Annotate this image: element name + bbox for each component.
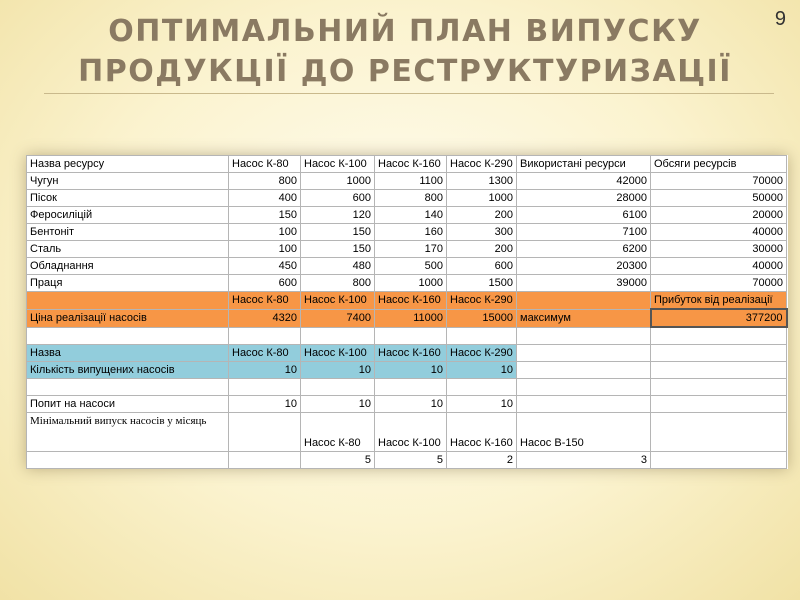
resource-name: Феросиліцій [27,207,229,224]
price-header-row [27,292,787,310]
demand-row [27,396,787,413]
table-cell: 1100 [375,173,447,190]
table-cell: 5 [301,452,375,469]
table-cell: 1000 [447,190,517,207]
table-cell: 500 [375,258,447,275]
table-cell: 50000 [651,190,787,207]
table-cell: 300 [447,224,517,241]
table-cell: 200 [447,207,517,224]
header-cell: Обсяги ресурсів [651,156,787,173]
header-cell: Насос К-290 [447,292,517,310]
header-cell: Насос К-100 [301,345,375,362]
title-line-2: ПРОДУКЦІЇ ДО РЕСТРУКТУРИЗАЦІЇ [78,54,732,89]
resource-row [27,275,787,292]
table-cell: 10 [447,396,517,413]
resource-name: Праця [27,275,229,292]
resource-row [27,173,787,190]
table-cell: 42000 [517,173,651,190]
table-cell: 40000 [651,224,787,241]
table-cell: 7100 [517,224,651,241]
resource-row [27,190,787,207]
resource-name: Сталь [27,241,229,258]
table-cell: 6200 [517,241,651,258]
table-cell: 3 [517,452,651,469]
row-label: Попит на насоси [27,396,229,413]
table-cell: 70000 [651,173,787,190]
table-cell: 1500 [447,275,517,292]
page-number: 9 [774,8,786,30]
table-cell: 7400 [301,309,375,327]
header-cell: Насос К-100 [301,156,375,173]
table-cell: 450 [229,258,301,275]
table-cell: 5 [375,452,447,469]
objective-label: максимум [517,309,651,327]
empty-row [27,379,787,396]
table-cell: 800 [301,275,375,292]
table-cell [517,292,651,310]
profit-value-cell: 377200 [651,309,787,327]
table-cell: 10 [301,396,375,413]
table-cell: 10 [375,396,447,413]
table-cell: 150 [301,224,375,241]
table-cell: 10 [447,362,517,379]
header-cell: Насос К-160 [447,413,517,452]
table-cell: 200 [447,241,517,258]
quantity-row [27,362,787,379]
table-cell: 480 [301,258,375,275]
resource-name: Чугун [27,173,229,190]
row-label: Назва [27,345,229,362]
table-cell: 70000 [651,275,787,292]
table-cell: 800 [229,173,301,190]
header-cell: Насос К-100 [301,292,375,310]
header-cell: Прибуток від реалізації [651,292,787,310]
table-cell: 150 [301,241,375,258]
table-cell: 15000 [447,309,517,327]
resource-row [27,207,787,224]
spreadsheet-image [26,155,788,469]
header-cell: Насос К-160 [375,156,447,173]
min-header-row [27,413,787,452]
table-cell: 1000 [375,275,447,292]
table-cell: 1000 [301,173,375,190]
table-cell: 10 [375,362,447,379]
table-cell: 170 [375,241,447,258]
table-cell: 100 [229,241,301,258]
resource-name: Пісок [27,190,229,207]
row-label: Ціна реалізації насосів [27,309,229,327]
table-cell: 600 [447,258,517,275]
title-line-1: ОПТИМАЛЬНИЙ ПЛАН ВИПУСКУ [108,14,702,49]
table-cell: 10 [301,362,375,379]
table-cell: 150 [229,207,301,224]
table-cell: 30000 [651,241,787,258]
header-cell: Насос В-150 [517,413,651,452]
table-cell: 120 [301,207,375,224]
table-cell: 20300 [517,258,651,275]
min-values-row [27,452,787,469]
header-cell: Насос К-80 [229,292,301,310]
table-cell: 2 [447,452,517,469]
slide-title [40,12,770,92]
table-cell: 10 [229,362,301,379]
table-cell: 160 [375,224,447,241]
empty-row [27,327,787,345]
table-cell [27,292,229,310]
table-cell: 10 [229,396,301,413]
table-cell: 40000 [651,258,787,275]
resource-name: Обладнання [27,258,229,275]
header-cell: Назва ресурсу [27,156,229,173]
title-underline [44,93,774,94]
header-cell: Насос К-80 [229,156,301,173]
resource-table [26,155,788,469]
table-cell: 600 [301,190,375,207]
header-cell: Насос К-100 [375,413,447,452]
header-cell: Насос К-160 [375,292,447,310]
header-cell: Насос К-160 [375,345,447,362]
resource-row [27,258,787,275]
table-cell: 6100 [517,207,651,224]
header-cell: Насос К-290 [447,156,517,173]
header-cell: Насос К-80 [229,345,301,362]
table-cell: 11000 [375,309,447,327]
header-cell: Насос К-290 [447,345,517,362]
price-row [27,309,787,327]
resource-row [27,224,787,241]
table-cell: 4320 [229,309,301,327]
table-cell: 800 [375,190,447,207]
header-row [27,156,787,173]
row-label: Кількість випущених насосів [27,362,229,379]
header-cell: Використані ресурси [517,156,651,173]
table-cell: 600 [229,275,301,292]
table-cell: 140 [375,207,447,224]
resource-name: Бентоніт [27,224,229,241]
header-cell: Насос К-80 [301,413,375,452]
table-cell: 100 [229,224,301,241]
table-cell: 1300 [447,173,517,190]
table-cell: 39000 [517,275,651,292]
row-label: Мінімальний випуск насосів у місяць [27,413,229,452]
table-cell: 400 [229,190,301,207]
table-cell: 20000 [651,207,787,224]
name-row [27,345,787,362]
table-cell: 28000 [517,190,651,207]
resource-row [27,241,787,258]
